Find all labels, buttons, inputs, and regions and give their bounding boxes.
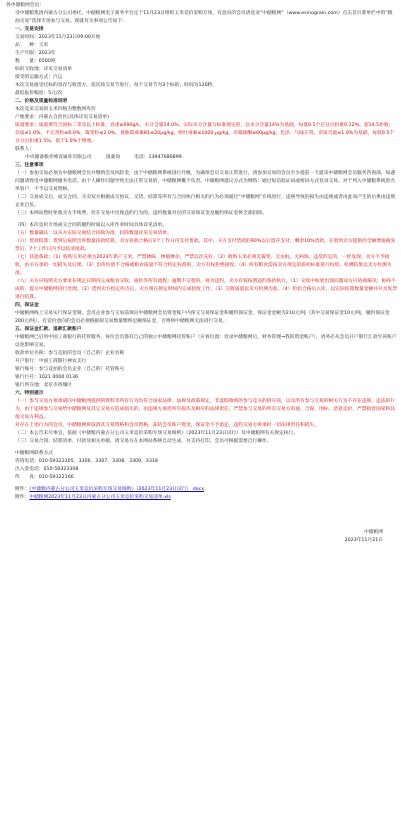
trade-session: 本次交易接受托标的容存与收货方，依次按交易节进行。每个交易节为3个标的，时间为120秒。	[15, 83, 218, 88]
trade-schedule	[6, 34, 397, 98]
attachment-rules-link[interactable]: 《中储粮内蒙古分公司玉米竞价采购专场交易细则》（2023年11月23日试行）.docx	[29, 487, 205, 492]
section-1-title: 一、交易安排	[15, 27, 44, 32]
fax-number: 传 真：010-59322166	[15, 475, 74, 480]
notice-5: （五）数量确认：以买方实际交收结合扣除为准，扣除数量详见交易清单。	[15, 231, 172, 236]
bank-code: 银行行号：1021 0000 0136	[15, 375, 79, 380]
signature-org: 中储粮网	[363, 530, 383, 535]
trade-year: 生产年限：2023年	[15, 51, 56, 56]
trade-quantity: 数 量：6500吨	[15, 59, 56, 64]
notice-1: （一）参加交易必须为中储粮网会员并缴纳会员风险金，由于中储粮网系统进行升级，为确保会员交易正常进行，请参加交易的会员至少提前一天就采中储粮网会员服务咨询部，如遇问题请致电中储粮网服务电话。由个人操作问题导致无法正常交易的，中储粮网概不负责。中储粮网提议方式为网络：通过短信验证码或密码方式登录交易。对于列入中储粮系统黑名单客户，不予以交易资格。	[15, 171, 396, 192]
contact-label: 联系人：	[15, 147, 35, 152]
notice-7: （七）其他条款：（1）收购玉米必须为2023年新产玉米，严禁掺陈、掺假掺杂，严禁以次充好。（2）收购玉米必须无霉变、无虫蛀、无病斑。违反约定的，一经发现，卖方不予接收，由买方承担一切损失及后果。（3）出库检验不合格或粮食质量不符合约定标准的，卖方有权拒绝接收。（4）所有粮食需按卖方规定的质检标准进行检验。检测结果以卖方检测为准。	[15, 255, 392, 276]
special-note-2: 对存在上述行为的会员，中储粮网将取消其交易资格和会员资格，冻结会员账户资金，保证金不予退还，违约交易方将承担一切法律责任和损失。	[15, 423, 320, 428]
section-5-title: 五、保证金汇款、退款汇款账户	[15, 327, 82, 332]
custody-paragraph: 中储粮网已启用中国工商银行的托管服务，每位会员都有自己的独立中储粮网托管账户（应看位置：登录中储粮网后，财务管理→我的资金账户），请务必从会员开户银行汇款至该账户以免影响交易。	[15, 335, 397, 348]
signature-date: 2023年11月21日	[344, 538, 383, 543]
notice-6: （六）货款结算：货到后按照出库数量扣款结算，卖方验收合格后3个工作日内支付货款。其中，买方支付货款的90%以后留存支付，剩余10%货款，在收到卖方提供的全额增值税发票后，7个工作日内予以结清尾款。	[15, 239, 396, 252]
funds-phone: 出入金电话：010-59323308	[15, 467, 79, 472]
section-2-title: 二、价格及质量标准说明	[15, 99, 68, 104]
notice-8: （八）买方应按照卖方要求在规定日期内完成粮食交收、质检等所有流程；逾期不交收的，视为违约，卖方有权按照违约条款执行。（1）交收中如果出现问题双方应协商解决；协商不成的，提交中储粮网进行处理。（2）货到卖方指定库点后，卖方须在规定时间内完成验收工作。（3）交收质量以卖方检测为准。（4）检验合格后入库，以实际结算数量金额并开具发票进行结算。	[15, 279, 397, 300]
origin-note: 产地要求：内蒙古自治区(具体详见交易清单)	[15, 115, 109, 120]
bank-location: 银行所在地：北京市西城区	[15, 383, 73, 388]
attachment-1	[6, 486, 397, 494]
special-note-3: （二）本公告未尽事宜，依据《中储粮内蒙古分公司玉米竞价采购专场交易细则》（2023年11月23日试行）及中储粮网有关规定执行。	[15, 431, 299, 436]
notice-2: （二）交易成交后，成交合同、买卖双方根据成交协议、交货、结算等所有与合同执行相关的行为必须通过“中储粮网”在线进行，违规导致的损失由违规或者由此而产生的后果由违规企业自负。	[15, 195, 396, 208]
trade-transport: 接受的运输方式：汽运	[15, 75, 63, 80]
deposit-paragraph: 中储粮网线上交易实行保证金制，会员企业参与交易前须向中储粮网会员资金账户内预交交易保证金和履约保证金，保证金金额为210元/吨（其中交易保证金10元/吨，履约保证金200元/吨）。有竞价意向的会员必须根据拟交易数量缴纳足额保证金，否则将中储粮网无法进行交易。	[15, 311, 390, 324]
attachment-2	[6, 494, 397, 502]
attachment-label: 附件：	[15, 487, 30, 492]
contact-list	[6, 458, 397, 482]
notice-4: （四）本次竞价专场成交合同的履约时间以入库作业时间具体详见清单。	[15, 223, 168, 228]
quality-requirement: 质量要求：质量要符合国标二等及以上标准，容重≥690g/L，水分含量14.0%，实际水分含量与标准规定的，以水分含量14%为基础，每低0.1个百分点扣重0.12%。超14.5拒收；杂质≤1.0%，不完善粒≤6.0%，霉变粒≤2.0%，黄曲霉毒素B1≤20μg/kg，呕吐毒素≤1000 μg/kg，赤霉烯酮≤60μg/kg，色泽、气味正常。杂质含量≤1.0%为基础，每低0.5个百分点扣重1.5%，低于1.0%不增重。	[15, 123, 395, 144]
section-3-title: 三、注意事项	[15, 163, 44, 168]
intro-paragraph: 受中储粮集团内蒙古分公司委托，中储粮网电子商务平台定于11月23日组织玉米竞价采购专场，有意向的会员请登录“中储粮网”（www.esinograin.com）点击首页菜单栏中的“粮油交易”选择专场参与交易。现就有关事项公告如下：	[15, 11, 393, 24]
price-note: 本次竞采交易的玉米价格为整数到库价	[15, 107, 96, 112]
payee-name: 收款单位名称：参与竞拍的会员（自己的）企业名称	[15, 351, 125, 356]
greeting: 各中储粮网会员：	[6, 3, 45, 8]
attachment-label: 附件：	[15, 495, 30, 500]
trade-min-step: 最低报价幅度：5元/次	[15, 91, 63, 96]
bank-name: 开户银行：中国工商银行神农支行	[15, 359, 87, 364]
bank-account: 银行账号：参与竞拍的会员企业（自己的）托管账号	[15, 367, 125, 372]
contact-line: 中央储备粮赤峰直属库有限公司 国桑岗 电话：13947680899	[25, 155, 182, 160]
bank-account-info	[6, 350, 397, 390]
notice-3: （三）本网站暂时免收买方手续费，但在交易中出现违约行为的，违约数量对应的交易保证金及履约保证金将全部扣除。	[15, 211, 267, 216]
special-note-1: （一）参与交易方须承诺向中储粮网提供的资料等所有行为均符合国家法律、法规及政策规定，非虚假收购的参与竞买的供应商，以及所有参与交易的相关行为不存在违规、违法的行为，由于违规参与交易给中储粮网及其它交易方造成损失的，由违规方承担所有损失及相应的法律责任。严禁参与交易的所有交易方串通、合谋、围标、恶意竞价，严禁损害国家和其他交易方利益。	[15, 399, 396, 420]
contact-section-title: 中储粮网联系方式	[15, 451, 54, 456]
trade-time: 交易时间：2023年11月23日09:00开始	[15, 35, 101, 40]
special-note-4: （三）交易合同、结算清单、付款及相关单据，请交易方在本网站系统自动生成，并支持打印。会员可根据需要自行操作。	[15, 439, 272, 444]
section-4-title: 四、保证金	[15, 303, 39, 308]
section-6-title: 六、特别提示	[15, 391, 44, 396]
trade-variety: 品 种：玉米	[15, 43, 49, 48]
consult-phone: 咨询电话：010-59323305、3306、3307、3308、3309、3318	[15, 459, 158, 464]
trade-delivery: 标的交收地：详见交易清单	[15, 67, 73, 72]
attachment-list-link[interactable]: 中储粮网2023年11月23日内蒙古分公司玉米竞价采购交易清单.xls	[29, 495, 171, 500]
